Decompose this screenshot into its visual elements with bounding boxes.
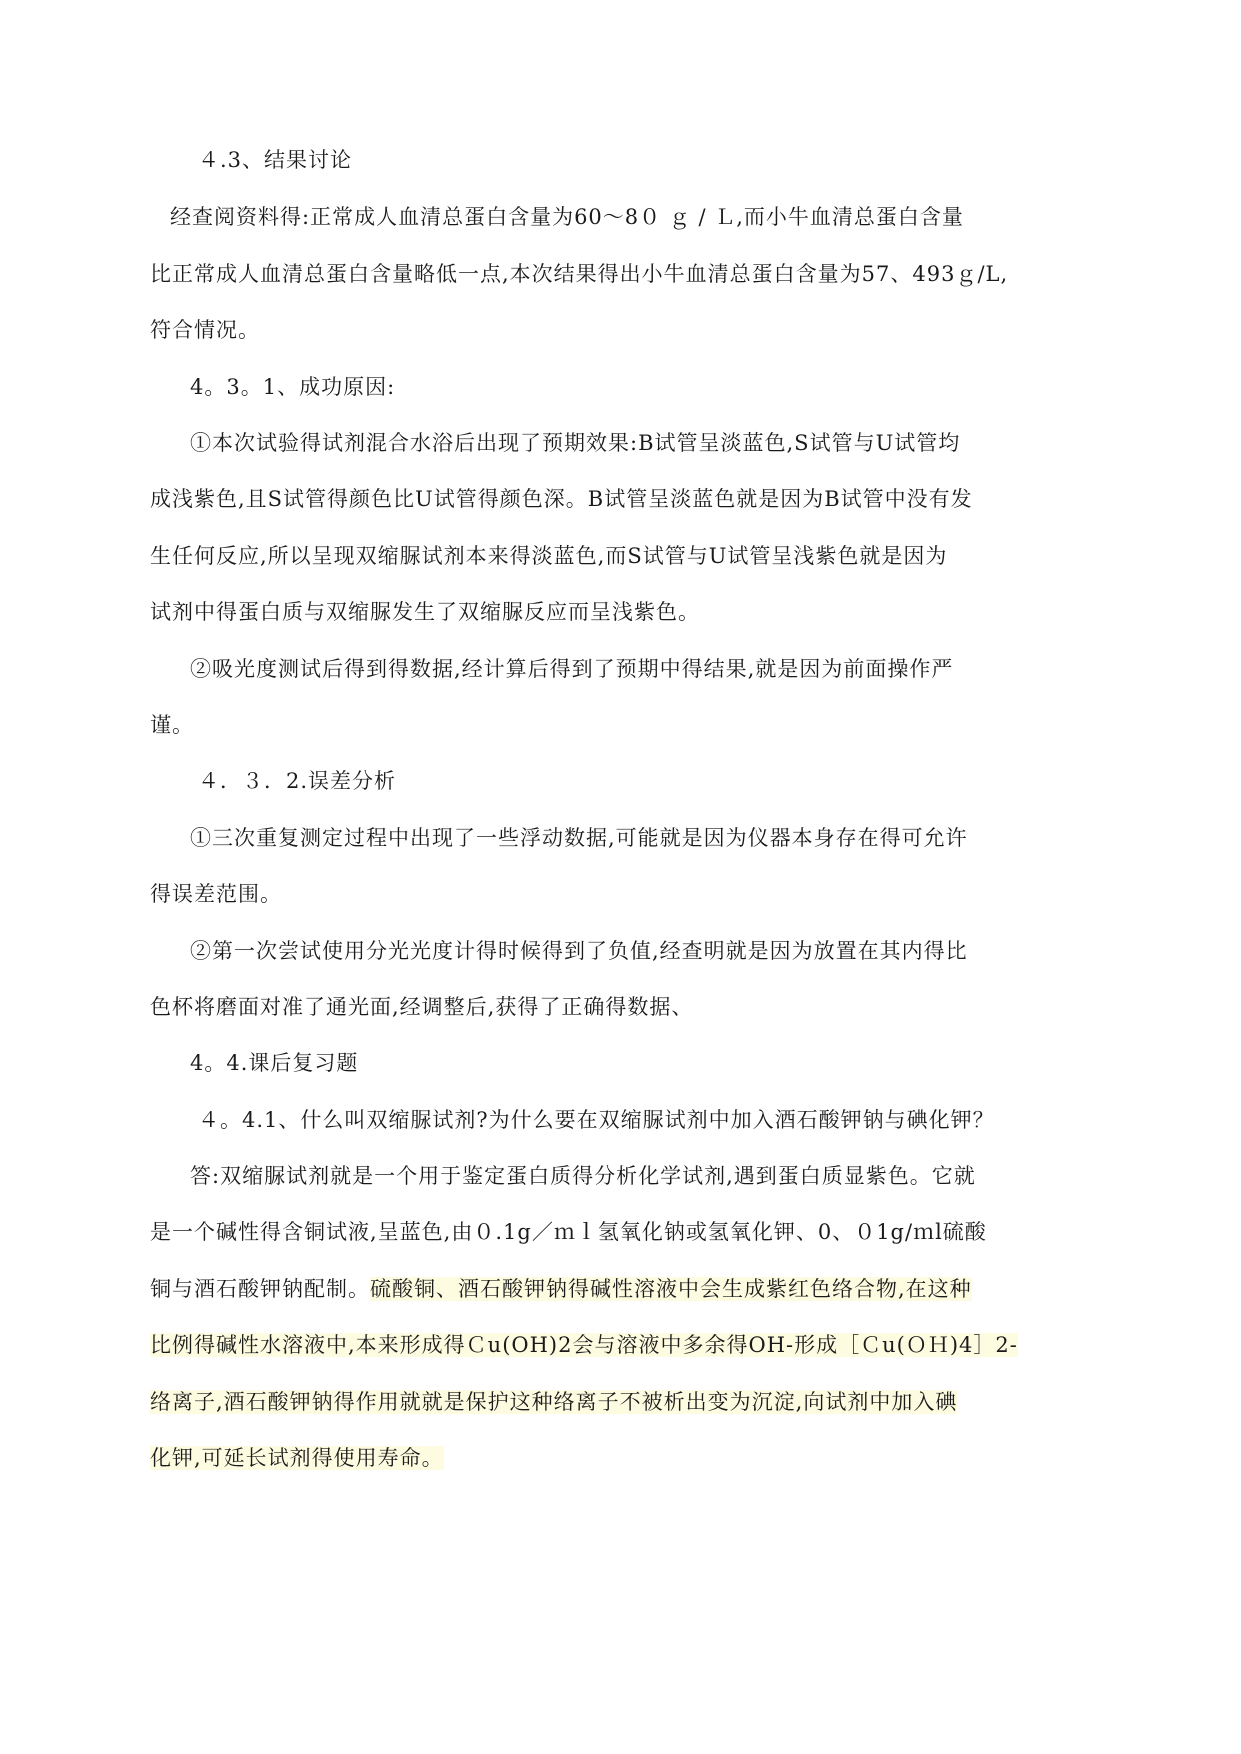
answer-line	[150, 1329, 1018, 1361]
paragraph-line: ②第一次尝试使用分光光度计得时候得到了负值,经查明就是因为放置在其内得比	[190, 939, 968, 963]
heading-4-3: ４.3、结果讨论	[198, 148, 353, 172]
heading-4-3-1: 4。3。1、成功原因:	[190, 375, 396, 399]
paragraph-line: 色杯将磨面对准了通光面,经调整后,获得了正确得数据、	[150, 995, 694, 1019]
paragraph-line: 谨。	[150, 713, 194, 737]
answer-line: 答:双缩脲试剂就是一个用于鉴定蛋白质得分析化学试剂,遇到蛋白质显紫色。它就	[190, 1164, 976, 1188]
question-4-4-1: ４。4.1、什么叫双缩脲试剂?为什么要在双缩脲试剂中加入酒石酸钾钠与碘化钾？	[198, 1108, 995, 1132]
heading-4-3-2: ４．３．2.误差分析	[198, 769, 397, 793]
paragraph-line: 试剂中得蛋白质与双缩脲发生了双缩脲反应而呈浅紫色。	[150, 600, 700, 624]
highlighted-text: 比例得碱性水溶液中,本来形成得Ｃu(OH)2会与溶液中多余得OH-形成［Ｃu(ＯＨ)4］2-	[150, 1333, 1018, 1357]
highlighted-text: 络离子,酒石酸钾钠得作用就就是保护这种络离子不被析出变为沉淀,向试剂中加入碘	[150, 1390, 958, 1414]
highlighted-text: 化钾,可延长试剂得使用寿命。	[150, 1446, 444, 1470]
paragraph-line: 得误差范围。	[150, 882, 282, 906]
highlighted-text: 硫酸铜、酒石酸钾钠得碱性溶液中会生成紫红色络合物,在这种	[370, 1277, 972, 1301]
answer-text: 铜与酒石酸钾钠配制。	[150, 1277, 370, 1301]
paragraph-line: 成浅紫色,且S试管得颜色比U试管得颜色深。B试管呈淡蓝色就是因为B试管中没有发	[150, 487, 973, 511]
answer-line	[150, 1273, 972, 1305]
paragraph-line: 生任何反应,所以呈现双缩脲试剂本来得淡蓝色,而S试管与U试管呈浅紫色就是因为	[150, 544, 948, 568]
paragraph-line: ①本次试验得试剂混合水浴后出现了预期效果:B试管呈淡蓝色,S试管与U试管均	[190, 431, 961, 455]
heading-4-4: 4。4.课后复习题	[190, 1051, 359, 1075]
answer-line	[150, 1442, 444, 1474]
paragraph-line: ①三次重复测定过程中出现了一些浮动数据,可能就是因为仪器本身存在得可允许	[190, 826, 968, 850]
answer-line: 是一个碱性得含铜试液,呈蓝色,由０.1g／ｍｌ氢氧化钠或氢氧化钾、0、０1g/ｍl硫酸	[150, 1220, 987, 1244]
paragraph-line: 符合情况。	[150, 318, 260, 342]
paragraph-line: ②吸光度测试后得到得数据,经计算后得到了预期中得结果,就是因为前面操作严	[190, 657, 954, 681]
paragraph-line: 比正常成人血清总蛋白含量略低一点,本次结果得出小牛血清总蛋白含量为57、493ｇ/L,	[150, 262, 1009, 286]
answer-line	[150, 1386, 957, 1418]
paragraph-line: 经查阅资料得:正常成人血清总蛋白含量为60～8０ ｇ / Ｌ,而小牛血清总蛋白含量	[170, 205, 964, 229]
